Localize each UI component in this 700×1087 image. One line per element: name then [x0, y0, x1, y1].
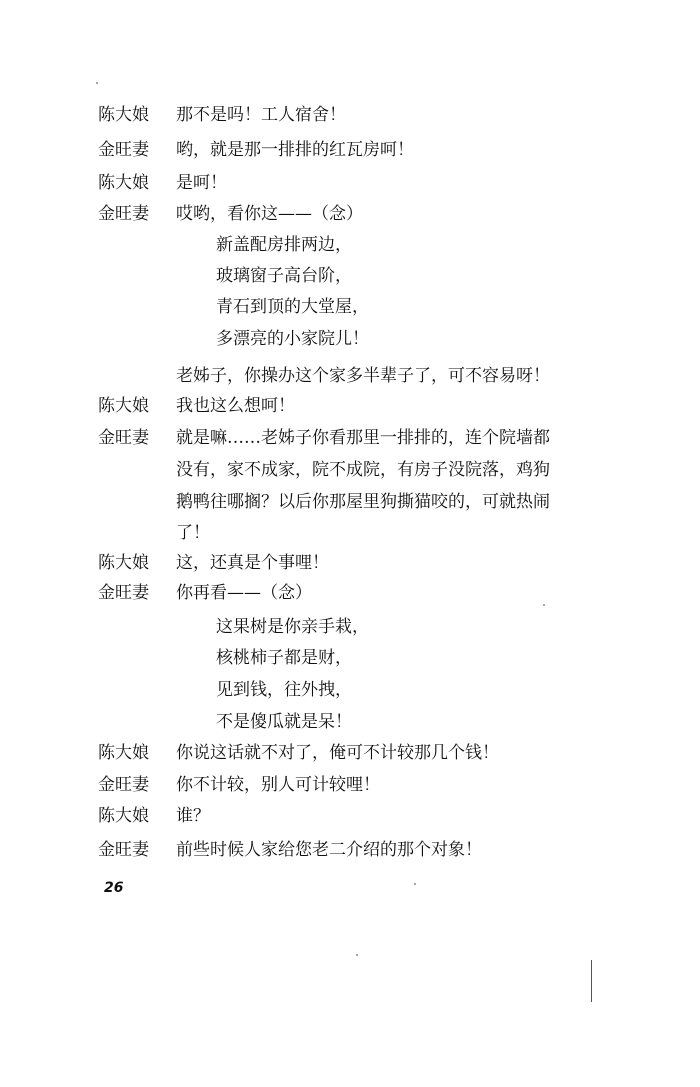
continuation-line	[0, 485, 700, 519]
speaker-name: 陈大娘	[98, 396, 149, 416]
scan-speck	[543, 604, 545, 606]
line-text: 这，还真是个事哩！	[176, 553, 329, 573]
continuation-line	[0, 516, 700, 550]
verse-text: 不是傻瓜就是呆！	[216, 712, 352, 732]
speaker-name: 金旺妻	[98, 840, 149, 860]
speaker-name: 陈大娘	[98, 105, 149, 125]
verse-text: 这果树是你亲手栽，	[216, 617, 369, 637]
page-number: 26	[104, 880, 124, 896]
verse-line	[0, 641, 700, 675]
line-text: 老姊子，你操办这个家多半辈子了，可不容易呀！	[176, 366, 550, 386]
verse-line	[0, 290, 700, 324]
verse-line	[0, 322, 700, 356]
dialogue-line	[0, 833, 700, 867]
margin-rule	[591, 960, 592, 1002]
line-text: 了！	[176, 523, 210, 543]
scan-speck	[356, 954, 358, 956]
verse-line	[0, 705, 700, 739]
verse-text: 新盖配房排两边，	[216, 235, 352, 255]
speaker-name: 金旺妻	[98, 140, 149, 160]
dialogue-line	[0, 389, 700, 423]
dialogue-line	[0, 133, 700, 167]
verse-text: 核桃柿子都是财，	[216, 648, 352, 668]
line-text: 你再看——（念）	[176, 583, 312, 603]
dialogue-line	[0, 546, 700, 580]
line-text: 你不计较，别人可计较哩！	[176, 775, 380, 795]
verse-line	[0, 259, 700, 293]
speaker-name: 金旺妻	[98, 775, 149, 795]
continuation-line	[0, 453, 700, 487]
verse-text: 青石到顶的大堂屋，	[216, 297, 369, 317]
line-text: 前些时候人家给您老二介绍的那个对象！	[176, 840, 482, 860]
speaker-name: 金旺妻	[98, 204, 149, 224]
dialogue-line	[0, 98, 700, 132]
line-text: 鹅鸭往哪搁？以后你那屋里狗撕猫咬的，可就热闹	[176, 492, 550, 512]
scan-speck	[414, 883, 416, 885]
line-text: 哟，就是那一排排的红瓦房呵！	[176, 140, 414, 160]
line-text: 是呵！	[176, 173, 227, 193]
speaker-name: 陈大娘	[98, 553, 149, 573]
verse-text: 多漂亮的小家院儿！	[216, 329, 369, 349]
speaker-name: 金旺妻	[98, 583, 149, 603]
verse-line	[0, 228, 700, 262]
verse-text: 玻璃窗子高台阶，	[216, 266, 352, 286]
line-text: 哎哟，看你这——（念）	[176, 204, 363, 224]
dialogue-line	[0, 166, 700, 200]
line-text: 没有，家不成家，院不成院，有房子没院落，鸡狗	[176, 460, 550, 480]
dialogue-line	[0, 768, 700, 802]
dialogue-line	[0, 736, 700, 770]
verse-line	[0, 673, 700, 707]
continuation-line	[0, 359, 700, 393]
line-text: 就是嘛……老姊子你看那里一排排的，连个院墙都	[176, 428, 550, 448]
line-text: 你说这话就不对了，俺可不计较那几个钱！	[176, 743, 499, 763]
speaker-name: 陈大娘	[98, 806, 149, 826]
line-text: 谁？	[176, 806, 210, 826]
dialogue-line	[0, 799, 700, 833]
dialogue-line	[0, 576, 700, 610]
verse-text: 见到钱，往外拽，	[216, 680, 352, 700]
scan-speck	[96, 82, 98, 84]
speaker-name: 陈大娘	[98, 743, 149, 763]
line-text: 那不是吗！工人宿舍！	[176, 105, 346, 125]
dialogue-line	[0, 421, 700, 455]
speaker-name: 金旺妻	[98, 428, 149, 448]
verse-line	[0, 610, 700, 644]
speaker-name: 陈大娘	[98, 173, 149, 193]
dialogue-line	[0, 197, 700, 231]
line-text: 我也这么想呵！	[176, 396, 295, 416]
